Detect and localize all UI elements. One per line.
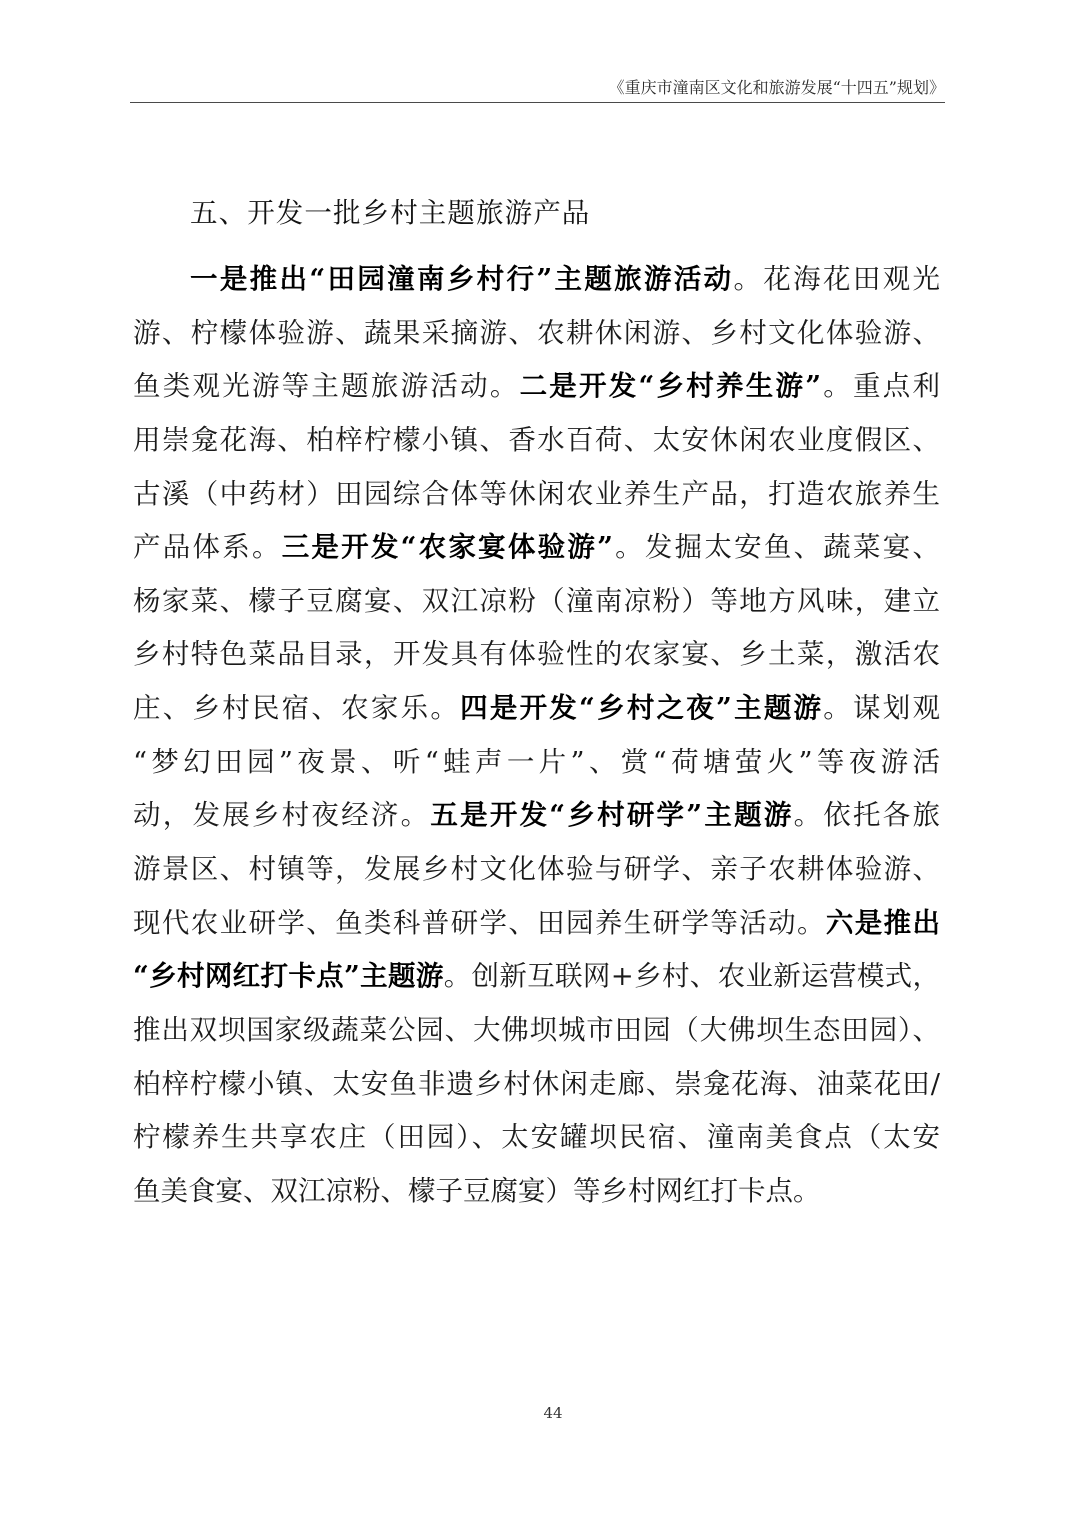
- page-number: 44: [543, 1404, 563, 1422]
- bold-phrase: 五是开发“乡村研学”主题游: [430, 799, 794, 832]
- paragraph-line: [133, 521, 940, 575]
- text-segment: 。发掘太安鱼、蔬菜宴、: [612, 531, 941, 564]
- text-segment: 动，发展乡村夜经济。: [133, 799, 431, 832]
- paragraph-line: [133, 253, 940, 307]
- paragraph-line: [133, 897, 940, 951]
- text-segment: 现代农业研学、鱼类科普研学、田园养生研学等活动。: [133, 906, 826, 939]
- body-paragraph: [133, 253, 940, 1219]
- paragraph-line: [133, 736, 940, 790]
- text-segment: 产品体系。: [133, 531, 282, 564]
- text-segment: 。花海花田观光: [733, 263, 941, 295]
- text-segment: 乡村特色菜品目录，开发具有体验性的农家宴、乡土菜，激活农: [133, 638, 940, 671]
- text-segment: 鱼美食宴、双江凉粉、檬子豆腐宴）等乡村网红打卡点。: [133, 1174, 821, 1207]
- paragraph-line: [133, 950, 940, 1004]
- bold-phrase: “乡村网红打卡点”主题游: [133, 960, 444, 993]
- paragraph-line: [133, 628, 940, 682]
- paragraph-line: [133, 414, 940, 468]
- paragraph-line: [133, 843, 940, 897]
- paragraph-line: [133, 1058, 940, 1112]
- paragraph-line: [133, 360, 940, 414]
- paragraph-line: [133, 468, 940, 522]
- text-segment: 。创新互联网+乡村、农业新运营模式，: [443, 960, 940, 993]
- text-segment: 游景区、村镇等，发展乡村文化体验与研学、亲子农耕体验游、: [133, 853, 940, 886]
- bold-phrase: 四是开发“乡村之夜”主题游: [460, 692, 824, 725]
- text-segment: “梦幻田园”夜景、听“蛙声一片”、赏“荷塘萤火”等夜游活: [133, 745, 940, 778]
- text-segment: 用崇龛花海、柏梓柠檬小镇、香水百荷、太安休闲农业度假区、: [133, 423, 940, 456]
- paragraph-line: [133, 1004, 940, 1058]
- text-segment: 古溪（中药材）田园综合体等休闲农业养生产品，打造农旅养生: [133, 477, 940, 510]
- running-header: 《重庆市潼南区文化和旅游发展“十四五”规划》: [608, 78, 945, 97]
- text-segment: 游、柠檬体验游、蔬果采摘游、农耕休闲游、乡村文化体验游、: [133, 316, 940, 349]
- paragraph-line: [133, 789, 940, 843]
- text-segment: 柠檬养生共享农庄（田园）、太安罐坝民宿、潼南美食点（太安: [133, 1121, 940, 1154]
- text-segment: 杨家菜、檬子豆腐宴、双江凉粉（潼南凉粉）等地方风味，建立: [133, 584, 940, 617]
- paragraph-line: [133, 1111, 940, 1165]
- text-segment: 庄、乡村民宿、农家乐。: [133, 692, 461, 725]
- text-segment: 。重点利: [821, 370, 941, 403]
- text-segment: 推出双坝国家级蔬菜公园、大佛坝城市田园（大佛坝生态田园）、: [133, 1013, 940, 1046]
- text-segment: 鱼类观光游等主题旅游活动。: [133, 370, 520, 403]
- text-segment: 。依托各旅: [793, 799, 941, 832]
- paragraph-line: [133, 682, 940, 736]
- bold-phrase: 三是开发“农家宴体验游”: [281, 531, 613, 564]
- paragraph-line: [133, 307, 940, 361]
- text-segment: 。谋划观: [823, 692, 941, 725]
- paragraph-line: [133, 575, 940, 629]
- bold-phrase: 六是推出: [825, 906, 941, 939]
- text-segment: 柏梓柠檬小镇、太安鱼非遗乡村休闲走廊、崇龛花海、油菜花田/: [133, 1067, 940, 1100]
- paragraph-line: [133, 1165, 940, 1219]
- header-rule: [130, 102, 945, 103]
- bold-phrase: 二是开发“乡村养生游”: [519, 370, 822, 403]
- section-heading: 五、开发一批乡村主题旅游产品: [190, 197, 591, 229]
- bold-phrase: 一是推出“田园潼南乡村行”主题旅游活动: [190, 263, 734, 295]
